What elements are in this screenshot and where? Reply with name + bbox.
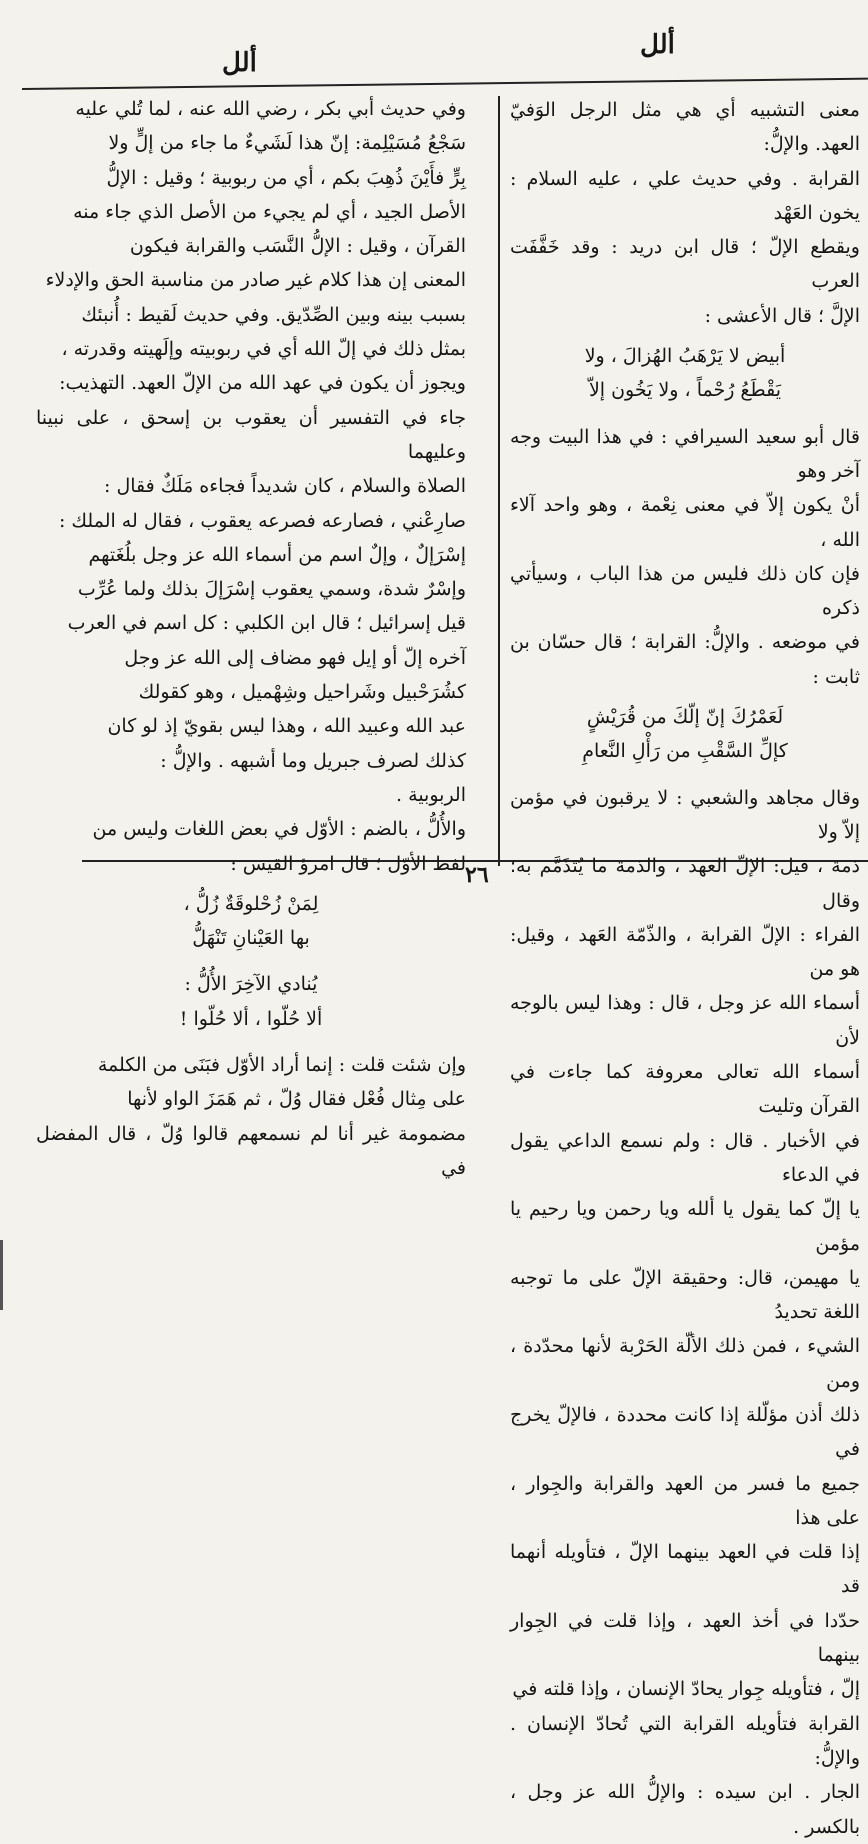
text-line: في الأخبار . قال : ولم نسمع الداعي يقول في الدعاء [510, 1129, 860, 1186]
text-line: عبد الله وعبيد الله ، وهذا ليس بقويّ إذ لو كان [107, 715, 466, 738]
text-line: الفراء : الإلّ القرابة ، والذّمّة العَهد ، وقيل: هو من [510, 923, 860, 981]
left-column [36, 92, 466, 1185]
verse-al-asha [510, 339, 860, 408]
text-line: مضمومة غير أنا لم نسمعهم قالوا وُلّ ، قال المفضل في [36, 1122, 466, 1179]
text-line: إلّ ، فتأويله جِوار يحادّ الإنسان ، وإذا قلته في [512, 1678, 860, 1701]
text-line: القرابة فتأويله القرابة التي تُحادّ الإنسان . والإلُّ: [510, 1712, 860, 1769]
verse-line: لَعَمْرُكَ إنّ إلّكَ من قُرَيْشٍ [586, 706, 784, 729]
text-line: ذلك أذن مؤلّلة إذا كانت محددة ، فالإلّ يخرج في [510, 1403, 860, 1461]
text-line: يا مهيمن، قال: وحقيقة الإلّ على ما توجبه اللغة تحديدُ [510, 1266, 860, 1324]
text-line: على مِثال فُعْل فقال وُلّ ، ثم هَمَزَ الواو لأنها [127, 1088, 466, 1111]
text-line: وقال مجاهد والشعبي : لا يرقبون في مؤمن إلاّ ولا [510, 786, 860, 843]
text-line: قال أبو سعيد السيرافي : في هذا البيت وجه آخر وهو [510, 425, 860, 482]
text-line: حدّدا في أخذ العهد ، وإذا قلت في الجِوار بينهما [510, 1609, 860, 1667]
left-para-3 [36, 1048, 466, 1185]
verse-line: أبيض لا يَرْهَبُ الهُزالَ ، ولا [584, 345, 786, 368]
text-line: في موضعه . والإلُّ: القرابة ؛ قال حسّان بن ثابت : [510, 631, 860, 688]
text-line: يا إلّ كما يقول يا ألله ويا رحمن ويا رحيم يا مؤمن [510, 1198, 860, 1255]
text-line: قيل إسرائيل ؛ قال ابن الكلبي : كل اسم في العرب [67, 612, 466, 635]
running-headword-left: ألل [222, 48, 257, 78]
text-line: وإن شئت قلت : إنما أراد الأوّل فبَنَى من الكلمة [97, 1054, 466, 1077]
text-line: ويجوز أن يكون في عهد الله من الإلّ العهد. التهذيب: [59, 372, 466, 395]
text-line: أنْ يكون إلاّ في معنى نِعْمة ، وهو واحد آلاء الله ، [510, 494, 860, 551]
left-para-2 [36, 812, 466, 881]
verse-imru-al-qays-1 [36, 887, 466, 956]
text-line: بمثل ذلك في إلّ الله أي في ربوبيته وإلَهيته وقدرته ، [61, 338, 466, 361]
text-line: القرابة . وفي حديث علي ، عليه السلام : يخون العَهْد [510, 167, 860, 224]
text-line: أسماء الله عز وجل ، قال : وهذا ليس بالوجه لأن [510, 992, 860, 1049]
column-divider [498, 96, 500, 866]
text-line: معنى التشبيه أي هي مثل الرجل الوَفيّ العهد. والإلُّ: [510, 99, 860, 156]
verse-hassan [510, 700, 860, 769]
text-line: الأصل الجيد ، أي لم يجيء من الأصل الذي جاء منه [73, 200, 466, 223]
text-line: جاء في التفسير أن يعقوب بن إسحق ، على نبينا وعليهما [36, 406, 466, 463]
text-line: أسماء الله تعالى معروفة كما جاءت في القرآن وتليت [510, 1061, 860, 1118]
scan-edge-mark [0, 1240, 3, 1310]
verse-line: يَقْطَعُ رُحْماً ، ولا يَخُون إلاّ [588, 379, 782, 402]
text-line: وإسْرٌ شدة، وسمي يعقوب إسْرَإلَ بذلك ولما عُرِّب [77, 578, 466, 601]
verse-line: ألا حُلّوا ، ألا حُلّوا ! [179, 1007, 323, 1030]
page-number: ٢٦ [465, 862, 489, 888]
verse-line: كإلِّ السَّقْبِ من رَأْلِ النَّعامِ [582, 740, 788, 763]
text-line: بسبب بينه وبين الصِّدّيق. وفي حديث لَقيط : أُنبئك [81, 303, 466, 326]
verse-line: لِمَنْ زُحْلوقَةٌ زُلُّ ، [183, 892, 319, 915]
verse-line: بها العَيْنانِ تَنْهَلُّ [192, 927, 310, 950]
text-line: الشيء ، فمن ذلك الألّة الحَرْبة لأنها محدّدة ، ومن [510, 1335, 860, 1392]
verse-imru-al-qays-2 [36, 967, 466, 1036]
text-line: الربوبية . [396, 783, 466, 806]
text-line: المعنى إن هذا كلام غير صادر من مناسبة الحق والإدلاء [45, 269, 466, 292]
text-line: القرآن ، وقيل : الإلُّ النَّسَب والقرابة فيكون [129, 235, 466, 258]
text-line: لفظ الأوّل ؛ قال امرؤ القيس : [230, 852, 466, 875]
text-line: إذا قلت في العهد بينهما الإلّ ، فتأويله أنهما قد [510, 1541, 860, 1598]
text-line: إسْرَإلٌ ، وإلٌ اسم من أسماء الله عز وجل بلُغَتهم [88, 543, 466, 566]
text-line: كذلك لصرف جبريل وما أشبهه . والإلُّ : [160, 749, 466, 772]
text-line: الصلاة والسلام ، كان شديداً فجاءه مَلَكٌ فقال : [104, 475, 466, 498]
right-para-3 [510, 781, 860, 1844]
text-line: صارِعْني ، فصارعه فصرعه يعقوب ، فقال له الملك : [58, 509, 466, 532]
running-headword-right: ألل [640, 30, 675, 60]
text-line: الإلَّ ؛ قال الأعشى : [704, 304, 860, 327]
text-line: والأُلُّ ، بالضم : الأوّل في بعض اللغات وليس من [92, 818, 466, 841]
text-line: جميع ما فسر من العهد والقرابة والجِوار ، على هذا [510, 1472, 860, 1529]
text-line: سَجْعُ مُسَيْلِمة: إنّ هذا لَشَيءٌ ما جاء من إلٍّ ولا [108, 132, 466, 155]
right-column [510, 93, 860, 1844]
left-para-1 [36, 92, 466, 812]
text-line: كشُرَحْبيل وشَراحيل وشِهْميل ، وهو كقولك [138, 681, 466, 704]
text-line: الجار . ابن سيده : والإلُّ الله عز وجل ، بالكسر . [510, 1781, 860, 1838]
text-line: فإن كان ذلك فليس من هذا الباب ، وسيأتي ذكره [510, 562, 860, 620]
text-line: بِرٍّ فأَيْنَ ذُهِبَ بكم ، أي من ربوبية ؛ وقيل : الإلُّ [106, 166, 466, 189]
text-line: وفي حديث أبي بكر ، رضي الله عنه ، لما تُلي عليه [75, 98, 466, 120]
text-line: ذمة ، قيل: الإلّ العهد ، والذمة ما يُتَذَمَّم به؛ وقال [510, 855, 860, 912]
right-para-1 [510, 93, 860, 333]
text-line: ويقطع الإلّ ؛ قال ابن دريد : وقد خَفَّفَت العرب [510, 236, 860, 293]
text-line: آخره إلّ أو إيل فهو مضاف إلى الله عز وجل [124, 646, 466, 669]
verse-line: يُنادي الآخِرَ الأُلُّ : [184, 973, 318, 996]
top-rule [22, 78, 868, 90]
right-para-2 [510, 420, 860, 694]
